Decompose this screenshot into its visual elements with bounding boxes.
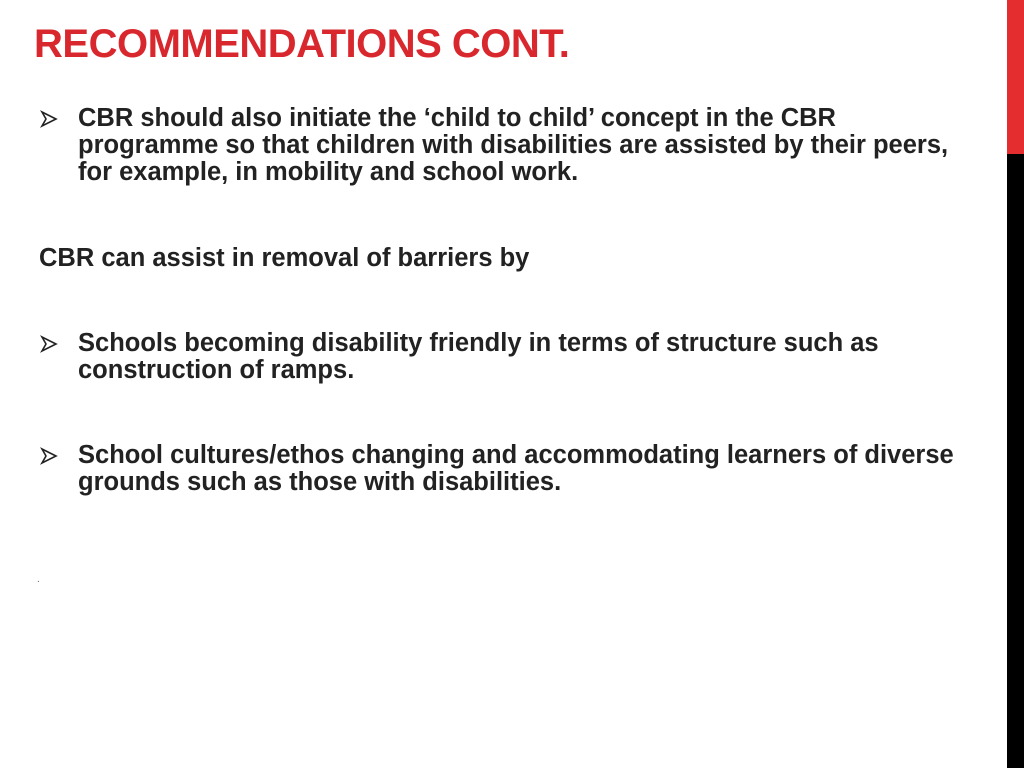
bullet-text: CBR should also initiate the ‘child to child’ concept in the CBR programme so that children with disabilities are assisted by their peers, for example, in mobility and school work. — [78, 104, 949, 186]
bullet-text: Schools becoming disability friendly in terms of structure such as construction of ramps. — [78, 329, 879, 384]
bullet-item-school-cultures — [40, 442, 980, 496]
bullet-text: School cultures/ethos changing and accommodating learners of diverse grounds such as those with disabilities. — [78, 441, 954, 496]
bullet-item-child-to-child — [40, 105, 980, 186]
arrow-bullet-icon — [40, 330, 78, 357]
bullet-item-disability-friendly — [40, 330, 980, 384]
trailing-mark: . — [37, 574, 40, 585]
slide-title: RECOMMENDATIONS CONT. — [34, 22, 570, 66]
side-accent-bar-black — [1007, 154, 1024, 768]
side-accent-bar-red — [1007, 0, 1024, 154]
arrow-bullet-icon — [40, 442, 78, 469]
barriers-intro-text: CBR can assist in removal of barriers by — [39, 244, 530, 272]
arrow-bullet-icon — [40, 105, 78, 132]
